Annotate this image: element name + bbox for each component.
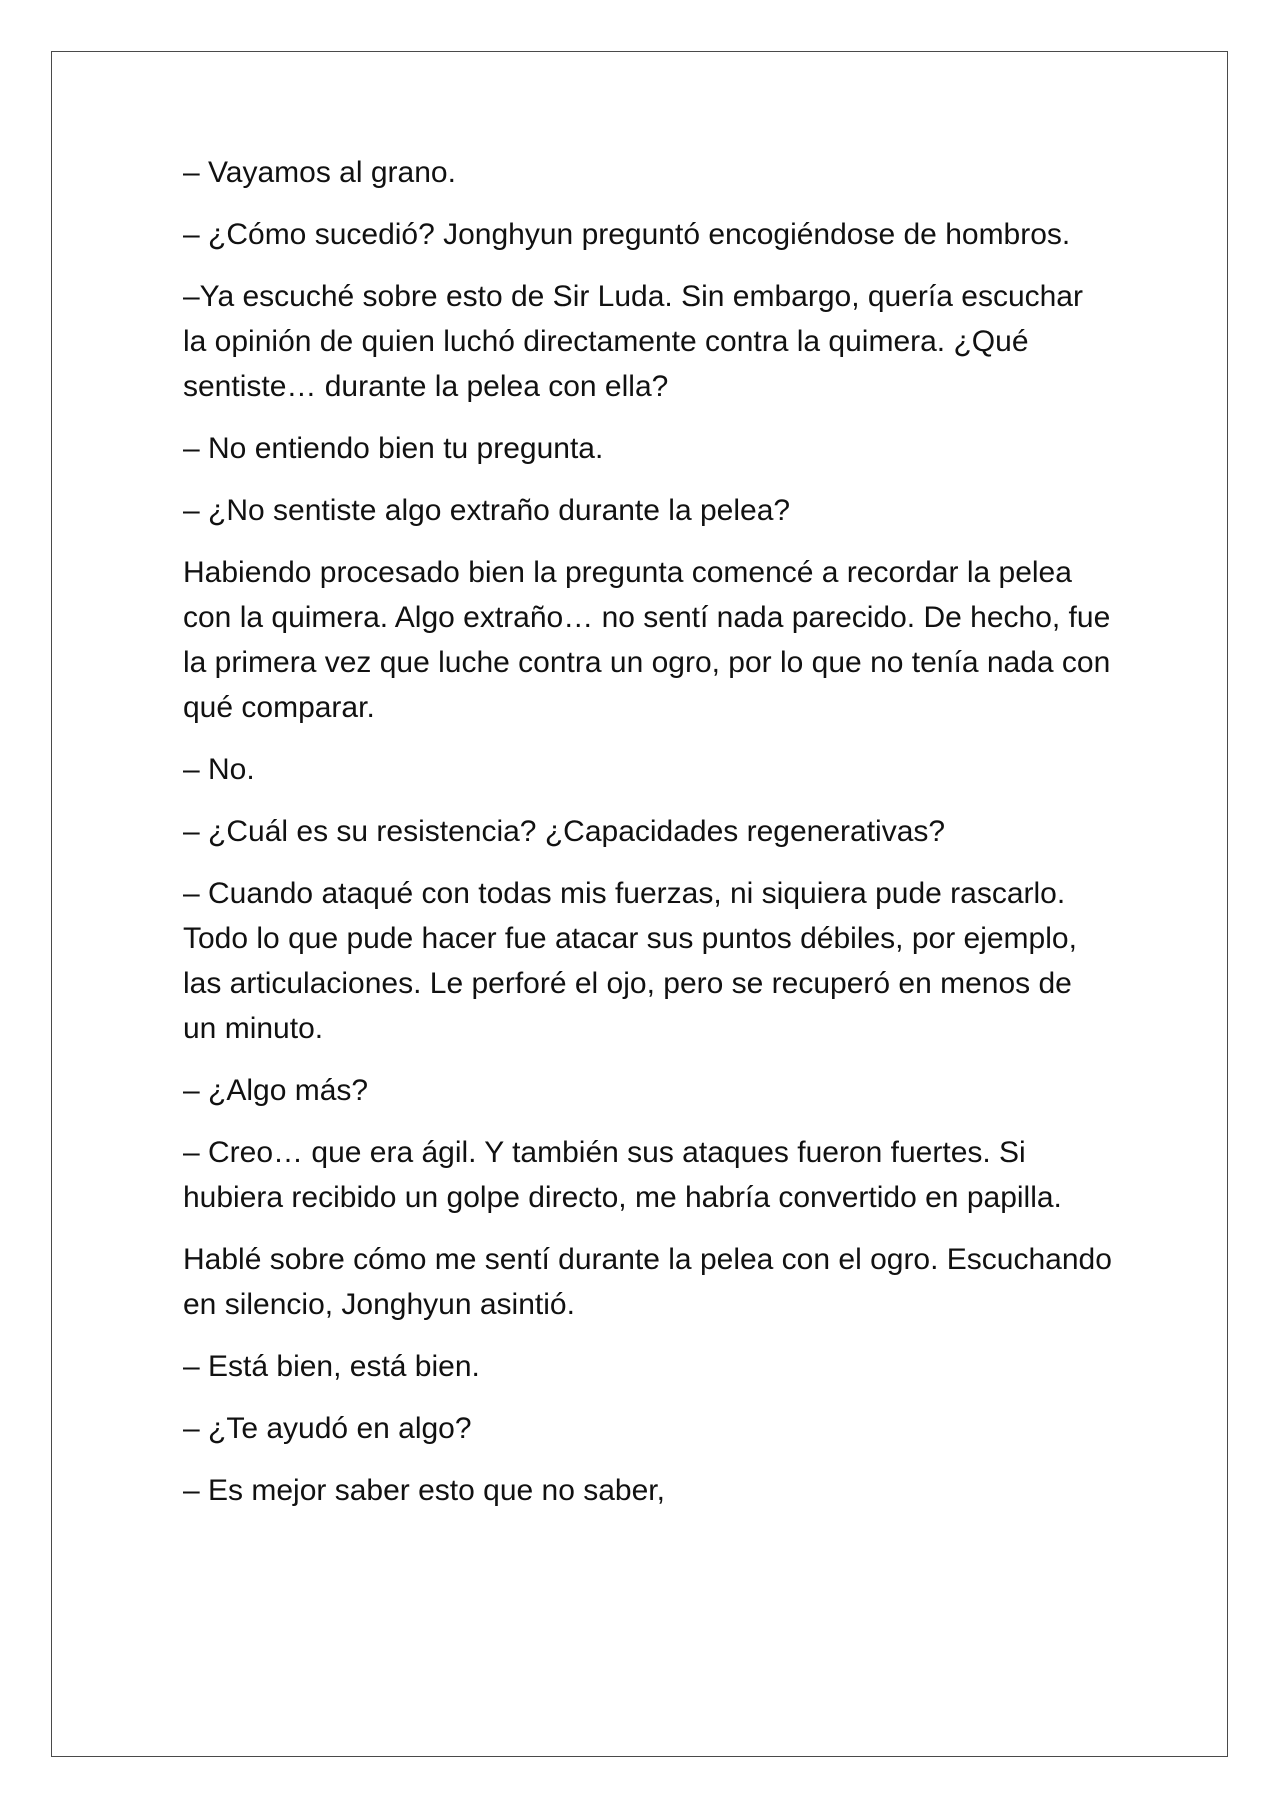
paragraph: – No. (183, 753, 255, 786)
paragraph: – Es mejor saber esto que no saber, (183, 1474, 665, 1507)
paragraph: – ¿Cuál es su resistencia? ¿Capacidades regenerativas? (183, 815, 946, 848)
paragraph: – ¿Algo más? (183, 1074, 369, 1107)
paragraph: – Vayamos al grano. (183, 156, 456, 189)
page-body (183, 150, 1113, 1530)
paragraph: – ¿No sentiste algo extraño durante la pelea? (183, 494, 791, 527)
paragraph: – No entiendo bien tu pregunta. (183, 432, 604, 465)
paragraph: – ¿Cómo sucedió? Jonghyun preguntó encogiéndose de hombros. (183, 218, 1071, 251)
paragraph: Habiendo procesado bien la pregunta comencé a recordar la pelea con la quimera. Algo extraño… no sentí nada parecido. De hecho, fue la primera vez que luche contra un ogro, por lo que no tenía nada con qué comparar. (183, 556, 1111, 724)
paragraph: – Creo… que era ágil. Y también sus ataques fueron fuertes. Si hubiera recibido un golpe directo, me habría convertido en papilla. (183, 1136, 1062, 1214)
paragraph: –Ya escuché sobre esto de Sir Luda. Sin embargo, quería escuchar la opinión de quien luchó directamente contra la quimera. ¿Qué sentiste… durante la pelea con ella? (183, 280, 1083, 403)
paragraph: – ¿Te ayudó en algo? (183, 1412, 472, 1445)
paragraph: – Cuando ataqué con todas mis fuerzas, ni siquiera pude rascarlo. Todo lo que pude hacer fue atacar sus puntos débiles, por ejemplo, las articulaciones. Le perforé el ojo, pero se recuperó en menos de un minuto. (183, 877, 1077, 1045)
paragraph: Hablé sobre cómo me sentí durante la pelea con el ogro. Escuchando en silencio, Jonghyun asintió. (183, 1243, 1112, 1321)
paragraph: – Está bien, está bien. (183, 1350, 480, 1383)
